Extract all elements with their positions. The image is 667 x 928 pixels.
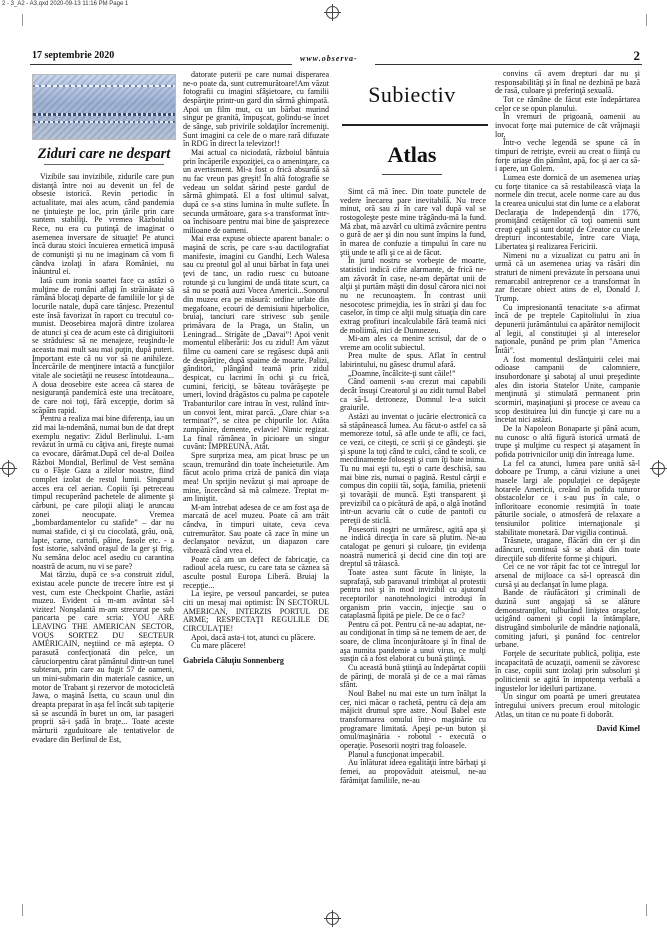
- paragraph: Cei ce ne vor răpit fac tot ce întregul lor arsenal de mijloace ca să-l oprească din cursă şi au declanşat în lume plaga.: [495, 562, 640, 589]
- section-rule: [342, 124, 488, 126]
- paragraph: Un singur om poartă pe umeri greutatea întregului univers precum eroul mitologic Atlas, un titan ce nu poate fi doborât.: [495, 692, 640, 719]
- issue-date: 17 septembrie 2020: [32, 50, 115, 61]
- paragraph: Lumea este dornică de un asemenea uriaş cu forţe titanice ca să restabilească viaţa la normele din trecut, acele norme care au dus la crearea unicului stat din lume ce a elaborat Declaraţia de Independenţă din 1776, promiţând cetăţenilor că toţi oamenii sunt creaţi egali şi sunt dotaţi de Creator cu unele drepturi incontestabile, între care Viaţa, Libertatea şi realizarea Fericirii.: [495, 172, 640, 252]
- newspaper-page: [30, 48, 642, 894]
- paragraph: Bande de răufăcători şi criminali de duzină sunt angajaţi să se alăture demonstranţilor, tulburând liniştea oraşelor, ucigând oameni şi copii la întâmplare, distrugând simbolurile de mândrie naţională, comiting jafuri, şi punând foc centrelor urbane.: [495, 588, 640, 650]
- barbed-wire-strand: [33, 85, 175, 87]
- paragraph: Au înlăturat ideea egalităţii între bărbaţi şi femei, au propovăduit ateismul, ne-au fărâmiţat familiile, ne-au: [340, 758, 486, 785]
- paragraph: Pentru a realiza mai bine diferenţa, iau un zid mai la-ndemână, numai bun de dat drept exemplu negativ: Zidul Berlinului. L-am revăzut în urmă cu câţiva ani, fireşte numai ca evocare, dărâmat.După cel de-al Doilea Război Mondial, Berlinul de Vest semăna cu o Fâşie Gaza a zilelor noastre, fiind complet izolat de restul lumii. Singurul acces era cel aerian. Copiii îşi petreceau timpul recuperând pachetele de alimente şi cărbuni, pe care piloţii aliaţi le aruncau zonei neocupate. Vremea „bombardamentelor cu stafide” – dar nu numai stafide, ci şi cu ciocolată, grâu, ouă, lapte, carne, cartofi, pâine, fasole etc. - a fost istorie, salvând oraşul de la ger şi frig. Nu semăna deloc acel asediu cu carantina noastră de acum, nu vi se pare?: [32, 414, 174, 571]
- header-rule-left: [30, 64, 292, 65]
- paragraph: Poate că am un defect de fabricaţie, ca radioul acela ruesc, cu care tata se căznea să asculte postul Europa Liberă. Bruiaj la recepţie...: [183, 554, 329, 590]
- trim-mark-bottom: [22, 904, 23, 916]
- paragraph: Simt că mă înec. Din toate punctele de vedere înecarea pare inevitabilă. Nu trece minut, oră sau zi în care val după val se rostogoleşte peste mine trăgându-mă la fund. Mă zbat, mă azvârl cu ultimă zvâcnire pentru o gură de aer şi din nou sunt împins la fund, în marea de confuzie a timpului în care nu ştii unde te afli şi ce ai de făcut.: [340, 188, 486, 257]
- paragraph: convins că avem drepturi dar nu şi responsabilităţi şi în final ne dezbină pe bază de rasă, culoare şi preferinţă sexuală.: [495, 70, 640, 96]
- left-article-headline: Ziduri care ne despart: [37, 146, 171, 162]
- prepress-slug: 2 - 3_A2 - A3.qxd 2020-09-13 11:16 PM Page 1: [2, 1, 129, 7]
- paragraph: Planul a funcţionat impecabil.: [348, 749, 444, 759]
- paragraph: De la Napoleon Bonaparte şi până acum, nu cunosc o altă figură istorică urmată de trupe şi mulţime cu respect şi ataşament în pofida potrivnicilor uniţi din întreaga lume.: [495, 423, 640, 459]
- paragraph: Apoi, dacă asta-i tot, atunci cu plăcere.: [191, 632, 316, 642]
- paragraph: Mai târziu, după ce s-a construit zidul, existau acele puncte de trecere între est şi vest, cum este Checkpoint Charlie, astăzi muzeu. Evident că m-am avântat să-l vizitez! Nonşalantă m-am strecurat pe sub pancarta pe care scria: YOU ARE LEAVING THE AMERICAN SECTOR, VOUS SORTEZ DU SECTEUR AMÉRICAIN, neştiind ce mă aştepta. O parasută confecţionată din pelce, un căruciorpentru cărat pământul dintr-un tunel subteran, prin care au fugit 57 de oameni, un mini-submarin din materiale casnice, un motor de Trabant şi rezervor de motocicletă Jawa, o maşină Isetta, cu scaun unul din dreapta preparat în aşa fel încât sub tapiţerie să se ascundă în buret un om, iar pasageri proprii să-i şadă în braţe... Toate aceste mărturii zguduitoare ale tentativelor de evadare din Berlinul de Est,: [32, 570, 174, 744]
- paragraph: Mi-am ales ca menire scrisul, dar de o vreme am ocolit subiectul.: [340, 334, 486, 352]
- trim-mark-top: [22, 14, 23, 26]
- paragraph: datorate puterii pe care numai disperarea ne-o poate da, sunt cutremurătoare!Am văzut fotografii cu imagini sfâşietoare, cu familii despărţite printr-un gard din sârmă ghimpată. Apoi un film mut, cu un bărbat murind singur pe granită, împuşcat, golindu-se încet de sânge, sub privirile soldaţilor încremeniţi. Sunt imagini ca cele de o mare rară difuzate în RDG în direct la televizor!!: [183, 71, 329, 149]
- paragraph: În jurul nostru se vorbeşte de moarte, statistici indică cifre alarmante, de frică ne-am zăvorât în case, ne-am depărtat unii de alţii şi purtăm măşti din dosul cărora nici noi nu ne recunoaştem. În contrast unii nesocotesc primejdia, ies în străzi şi dau foc caselor, în timp ce alţii mulg situaţia din care extrag profituri incalculabile fără teamă nici de moliimă, nici de Dumnezeu.: [340, 256, 486, 335]
- paragraph: Spre surpriza mea, am picat brusc pe un scaun, tremurând din toate încheieturile. Am făcut acolo prima criză de panică din viaţa mea! Un sprijin nevăzut şi mai aproape de mine, încercând să mă calmeze. Treptat m-am liniştit.: [183, 450, 329, 504]
- page-number: 2: [633, 48, 640, 63]
- paragraph: Cu impresionantă tenacitate s-a afirmat încă de pe treptele Capitoliului în ziua depunerii jurământului ca apărător nemijlocit al legii, al constituţiei şi al intereselor naţionale, punând pe prim plan "America Întâi".: [495, 302, 640, 355]
- paragraph: Cu mare plăcere!: [191, 641, 247, 651]
- barbed-wire-strand: [33, 113, 175, 116]
- paragraph: În vremuri de prigoană, oamenii au invocat forţe mai puternice de cât vrăjmaşii lor.: [495, 112, 640, 139]
- paragraph: Toate astea sunt făcute în linişte, la suprafaţă, sub paravanul trimbiţat al protestii pentru noi şi în mod invizibil cu ajutorul receptorilor nanotehnologici introduşi în organism prin vaccin, injecţie sau o cataplasmă lipită pe piele. De ce o fac?: [340, 567, 486, 621]
- trim-mark-top-right: [646, 14, 647, 26]
- paragraph: Mai eraa expuse obiecte aparent banale: o maşină de scris, pe care s-au dactilografiat manifeste, imagini cu Gandhi, Lech Walesa sau cu preotul gol al unui bărbat în faţa unei ţevi de tanc, un radio ruesc cu butoane rotunde şi cu lungimi de undă titate scurt, ca să nu se poată auzi Vocea Americii...Sonorul din muzeu era pe măsură: ordine urlate din megafoane, ecouri de demisiuni hiperbolice, bruiaj, tanciuri care strivesc sub şenile primăvara de la Praga, un Stalin, un Leningrad... Strigăte de „Davai”! Apoi venit momentul eliberării: Jos cu zidul! Am văzut filme cu oameni care se regăsesc după anii de despărţire, după spaime de moarte. Palizi, gânditori, plângând teamă prin zidul despicat, cu lacrimi în ochi şi cu frică, cumini, fericiţi, se băteau tovărăşeşte pe umeri, lovind drăgăstos cu palma pe capotele Trabanturilor care intrau în vest, rulând într-un convoi lent, mirat parcă. „Oare chiar s-a terminat?”, se citea pe chipurile lor. Atâta zumpănire, demente, evlavie! Nimic regizat. La final rămânea în picioare un singur cuvânt: ÎMPREUNĂ. Atât.: [183, 234, 329, 452]
- paragraph: Cu această bună ştiinţă au îndepărtat copiii de părinţi, de morală şi de ce a mai rămas sfânt.: [340, 663, 486, 690]
- registration-mark-bottom: [326, 912, 339, 925]
- paragraph: Forţele de securitate publică, poliţia, este incapacitată de acuzaţii, oamenii se zăvoresc în case, copiii sunt izolaţi prin subsoluri şi politicienii se agită în impotenţa verbală a ingustelor lor ideiluri partizane.: [495, 648, 640, 693]
- registration-mark-top: [326, 6, 339, 19]
- paragraph: Iată cum ironia soartei face ca astăzi o mulţime de români aflaţi în străinătate să rămână blocaţi departe de familiile lor şi de locurile natale, după care tânjesc. Prezentul este însă favorizat în raport cu trecutul co-munist. Deosebirea majoră dintre izolarea de atunci şi cea de acum este că dirigiuitorii se străduiesc să ne menajeze, reuşindu-le aceasta mai mult sau mai puţin, după puteri. Important este că nu vor să ne anihileze. Încercările de menţinere intactă a funcţiilor vitale ale societăţii ne reusesc întotdeauna... A doua deosebire este aceea că starea de nesiguranţă pandemică este una trecătoare, de care noi toţi, fără excepţie, dorim să scăpăm rapid.: [32, 275, 174, 415]
- right-article-author: David Kimel: [596, 724, 640, 734]
- barbed-wire-strand: [33, 121, 175, 123]
- paragraph: Când oamenii s-au crezut mai capabili decât însuşi Creatorul şi au zidit turnul Babel ca să-L detroneze, Domnul le-a suicit graiurile.: [340, 377, 486, 413]
- article-photo: [32, 74, 176, 140]
- paragraph: Nimeni nu a vizualizat cu patru ani în urmă că un asemenea uriaş va răsări din straturi de nimeni prevăzute în persoana unui remarcabil antreprenor ce a transformat în zar fiecare obiect atins de el, Donald J. Trump.: [495, 250, 640, 304]
- right-article-headline: Atlas: [387, 142, 437, 167]
- paragraph: A fost momentul deslănţuirii celei mai odioase campanii de calomniere, insubordonare şi sabotaj al unui preşedinte ales din istoria Statelor Unite, campanie menţinută şi stimulată permanent prin scormiri, maşinaţiuni şi procese ce aveau ca scop destituirea lui din funcţie şi care nu a încetat nici astăzi.: [495, 354, 640, 425]
- registration-mark-right: [652, 462, 665, 475]
- paragraph: Mai actual ca niciodată, războiul bântuia prin încăperile expoziţiei, ca o ameninţare, ca un avertisment. Mi-a fost o frică absurdă să nu fac vreun pas greşit! În altă fotografie se vedeau un soldat sărind peste gardul de sârmă ghimpată. El a fost ultimul salvat, după ce s-a stins lumina în multe suflete. În secunda următoare, gara s-a transformat într-oa închisoare pentru mai bine de şaisprezece milioane de oameni.: [183, 147, 329, 235]
- page-header: [30, 48, 642, 68]
- left-article-column-1: [32, 173, 174, 885]
- trim-mark-bottom-right: [646, 904, 647, 916]
- header-rule-right: [375, 64, 642, 65]
- registration-mark-left: [2, 462, 15, 475]
- paragraph: Vizibile sau invizibile, zidurile care pun distanţă între noi au devenit un fel de obsesie istorică. Revin periodic în actualitate, mai ales acum, când pandemia ne ţintuieşte pe loc, prin ţările prin care suntem stabiliţi. Pe vremea Războiului Rece, nu era cu putinţă de imaginat o asemenea inversare de situaţie! Pe atunci încă durau stoici încuierea ermetică impusă de comunişti şi nu ne imaginam că vom fi cândva izolaţi în afara României, nu înăuntrul ei.: [32, 173, 174, 277]
- site-url: www.observa-: [300, 54, 358, 63]
- paragraph: Astăzi au inventat o jucărie electronică ca să stăpânească lumea. Au făcut-o astfel ca să memoreze totul, să afle unde te afli, ce faci, ce vezi, ce citeşti, ce scrii şi ce gândeşti. şie şi spune la toţi când te culci, când te scoli, ce mecdinamentе foloseşti şi cum îţi bate inima. Tu nu mai eşti tu, eşti o carte deschisă, sau mai bine zis, numai o pagină. Restul cărţii e compus din copiii tăi, soţia, familia, prietenii şi tovarăşii de muncă. Eşti transparent şi previzibil ca o picătură de apă, o algă înotând într-un acvariu cât o cutie de pantofi cu pereţii de sticlă.: [340, 412, 486, 525]
- paragraph: La fel ca atunci, lumea pare unită să-l doboare pe Trump, a cărui viziune a unei masele largi ale populaţiei ce depăşeşte hotarele Americii, creând în pofida tuturor obstacolelor ce i s-au pus în cale, o înfloritoare economie resimţită în toate păturile sociale, o atmosferă de relaxare a tensiunilor politice internaţionale şi stabilitate monetară. Dar vigilia continuă.: [495, 458, 640, 537]
- section-title: Subiectiv: [368, 82, 456, 107]
- paragraph: Posesorii noştri ne urmăresc, agită apa şi ne indică direcţia în care să plutim. Ne-au catalogat pe genuri şi culoare, ţin evidenţa noastră numerică şi decid cine din toţi are dreptul să trăiască.: [340, 524, 486, 569]
- right-article-column-1: [340, 188, 486, 898]
- headline-rule: [382, 174, 442, 175]
- left-article-column-2: [183, 71, 329, 831]
- left-article-author: Gabriela Căluţiu Sonnenberg: [183, 655, 284, 665]
- paragraph: M-am întrebat adesea de ce am fost aşa de marcată de acel muzeu. Poate că am trăit cândva, în timpuri uitate, ceva ceva cutremurător. Sau poate că zace în mine un declanşator nevăzut, un diapazon care vibrează când vrea el.: [183, 502, 329, 556]
- paragraph: Noul Babel nu mai este un turn înălţat la cer, nici măcar o rachetă, pentru că deja am măjicit drumul spre astre. Noul Babel este transformarea omului într-o maşinărie cu programare limitată. Apeşi pe-un buton şi omul/maşinăria - robotul - execută o operaţie. Posesorii noştri trag foloasele.: [340, 689, 486, 750]
- paragraph: „Doamne, încâlcite-ţi sunt căile!”: [348, 368, 456, 378]
- right-article-column-2: [495, 70, 640, 838]
- paragraph: La ieşire, pe versoul pancardei, se putea citi un mesaj mai optimist: ÎN SECTORUL AMERICAN, INTERZIS PORTUL DE ARME; RESPECTAŢI REGULILE DE CIRCULAŢIE!: [183, 589, 329, 633]
- paragraph: Într-o veche legendă se spune că în timpuri de retrişte, evreii au creat o fiinţă cu forţe uriaşe din pământ, apă, foc şi aer ca să-i apere, un Golem.: [495, 138, 640, 174]
- paragraph: Prea multe de spus. Aflat în centrul labirintului, nu găsesc drumul afară.: [340, 351, 486, 370]
- paragraph: Pentru că pot. Pentru că ne-au adaptat, ne-au condiţionat în timp să ne temem de aer, de soare, de clima înconjurătoare şi în final de aşa numita pandemie a unui virus, ce mulţi susţin că a fost elaborat cu bună ştiinţă.: [340, 619, 486, 664]
- paragraph: Trăsnete, uragane, flăcări din cer şi din adâncuri, continuă să se abată din toate direcţiile sub diferite forme şi chipuri.: [495, 536, 640, 563]
- paragraph: Tot ce rămâne de făcut este îndepărtarea celor ce se opun planului.: [495, 94, 640, 113]
- headline-rule: [44, 164, 164, 165]
